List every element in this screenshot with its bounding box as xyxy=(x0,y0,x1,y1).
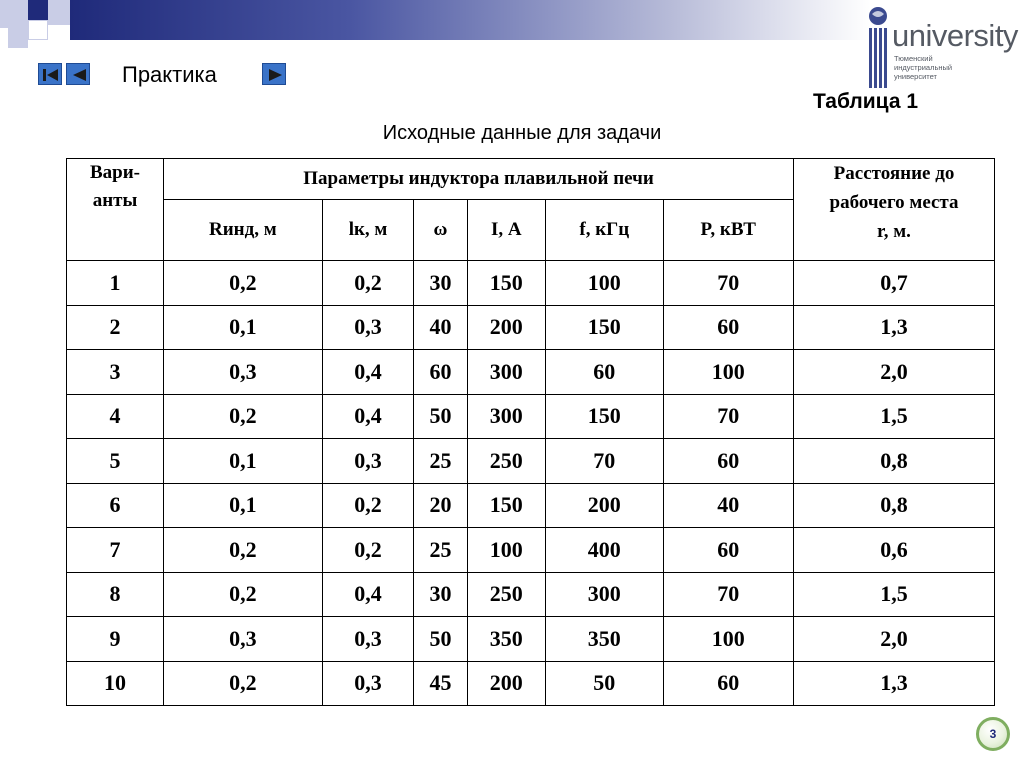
table-caption: Таблица 1 xyxy=(813,90,919,113)
table-cell: 0,3 xyxy=(322,305,414,350)
table-cell: 0,6 xyxy=(794,528,995,573)
table-cell: 100 xyxy=(663,617,793,662)
table-cell: 100 xyxy=(546,261,663,306)
table-cell: 0,2 xyxy=(322,483,414,528)
header-gradient-bar xyxy=(70,0,870,40)
table-cell: 60 xyxy=(663,661,793,706)
table-cell: 350 xyxy=(546,617,663,662)
table-cell: 25 xyxy=(414,528,467,573)
table-cell: 60 xyxy=(663,439,793,484)
table-cell: 2,0 xyxy=(794,350,995,395)
table-cell: 30 xyxy=(414,261,467,306)
next-slide-button[interactable] xyxy=(262,63,286,85)
table-cell: 150 xyxy=(467,483,546,528)
table-cell: 0,2 xyxy=(164,572,323,617)
header-l-k: lк, м xyxy=(322,200,414,261)
table-row xyxy=(67,261,995,306)
table-cell: 0,3 xyxy=(164,350,323,395)
table-cell: 0,8 xyxy=(794,483,995,528)
table-cell: 300 xyxy=(546,572,663,617)
page-number-badge: 3 xyxy=(976,717,1010,751)
table-cell: 50 xyxy=(414,617,467,662)
table-cell: 0,2 xyxy=(322,261,414,306)
skip-to-start-icon xyxy=(39,64,63,86)
table-subtitle: Исходные данные для задачи xyxy=(382,122,662,144)
table-cell: 6 xyxy=(67,483,164,528)
decor-square xyxy=(28,20,48,40)
header-omega: ω xyxy=(414,200,467,261)
table-cell: 3 xyxy=(67,350,164,395)
table-cell: 2 xyxy=(67,305,164,350)
table-cell: 300 xyxy=(467,350,546,395)
table-cell: 0,2 xyxy=(164,661,323,706)
table-cell: 0,2 xyxy=(164,528,323,573)
header-power: P, кВТ xyxy=(663,200,793,261)
header-frequency: f, кГц xyxy=(546,200,663,261)
first-slide-button[interactable] xyxy=(38,63,62,85)
table-cell: 100 xyxy=(467,528,546,573)
logo-emblem-icon xyxy=(866,4,890,92)
table-row xyxy=(67,528,995,573)
header-distance: Расстояние до рабочего места r, м. xyxy=(794,159,995,261)
table-cell: 2,0 xyxy=(794,617,995,662)
table-cell: 70 xyxy=(663,261,793,306)
table-cell: 0,3 xyxy=(322,617,414,662)
decor-square xyxy=(8,28,28,48)
table-cell: 200 xyxy=(467,661,546,706)
table-cell: 150 xyxy=(546,394,663,439)
table-cell: 200 xyxy=(467,305,546,350)
header-parameters: Параметры индуктора плавильной печи xyxy=(164,159,794,200)
previous-slide-button[interactable] xyxy=(66,63,90,85)
table-row xyxy=(67,394,995,439)
table-row xyxy=(67,350,995,395)
next-icon xyxy=(263,64,287,86)
header-current: I, А xyxy=(467,200,546,261)
table-row xyxy=(67,661,995,706)
table-cell: 0,3 xyxy=(164,617,323,662)
table-cell: 40 xyxy=(663,483,793,528)
table-cell: 0,2 xyxy=(322,528,414,573)
table-cell: 0,3 xyxy=(322,661,414,706)
decor-square xyxy=(0,0,28,28)
table-cell: 10 xyxy=(67,661,164,706)
previous-icon xyxy=(67,64,91,86)
table-cell: 0,1 xyxy=(164,483,323,528)
table-cell: 70 xyxy=(663,572,793,617)
logo-subtitle: Тюменский индустриальный университет xyxy=(894,54,953,81)
table-cell: 350 xyxy=(467,617,546,662)
table-cell: 9 xyxy=(67,617,164,662)
table-cell: 1 xyxy=(67,261,164,306)
logo-wordmark: university xyxy=(892,18,1018,53)
table-cell: 0,3 xyxy=(322,439,414,484)
university-logo xyxy=(866,4,1022,92)
table-cell: 60 xyxy=(546,350,663,395)
header-r-ind: Rинд, м xyxy=(164,200,323,261)
table-cell: 70 xyxy=(546,439,663,484)
table-cell: 1,3 xyxy=(794,305,995,350)
table-body xyxy=(67,261,995,706)
table-cell: 7 xyxy=(67,528,164,573)
table-cell: 0,7 xyxy=(794,261,995,306)
table-cell: 60 xyxy=(414,350,467,395)
table-cell: 0,2 xyxy=(164,261,323,306)
table-cell: 45 xyxy=(414,661,467,706)
table-cell: 1,5 xyxy=(794,572,995,617)
table-row xyxy=(67,439,995,484)
header-variants: Вари- анты xyxy=(67,159,164,261)
table-cell: 200 xyxy=(546,483,663,528)
table-cell: 150 xyxy=(467,261,546,306)
table-cell: 50 xyxy=(546,661,663,706)
table-cell: 8 xyxy=(67,572,164,617)
table-cell: 40 xyxy=(414,305,467,350)
table-cell: 30 xyxy=(414,572,467,617)
section-title: Практика xyxy=(122,62,217,87)
table-cell: 400 xyxy=(546,528,663,573)
table-cell: 25 xyxy=(414,439,467,484)
table-cell: 0,4 xyxy=(322,394,414,439)
table-cell: 5 xyxy=(67,439,164,484)
source-data-table xyxy=(66,158,995,706)
table-row xyxy=(67,305,995,350)
table-cell: 60 xyxy=(663,528,793,573)
table-cell: 0,4 xyxy=(322,572,414,617)
table-row xyxy=(67,617,995,662)
table-cell: 0,8 xyxy=(794,439,995,484)
table-cell: 150 xyxy=(546,305,663,350)
table-cell: 0,1 xyxy=(164,439,323,484)
table-cell: 0,4 xyxy=(322,350,414,395)
decor-square xyxy=(28,0,48,20)
table-cell: 70 xyxy=(663,394,793,439)
table-cell: 20 xyxy=(414,483,467,528)
table-cell: 50 xyxy=(414,394,467,439)
table-row xyxy=(67,483,995,528)
table-cell: 0,1 xyxy=(164,305,323,350)
table-cell: 300 xyxy=(467,394,546,439)
table-cell: 1,3 xyxy=(794,661,995,706)
table-row xyxy=(67,572,995,617)
table-cell: 1,5 xyxy=(794,394,995,439)
table-cell: 250 xyxy=(467,572,546,617)
table-cell: 60 xyxy=(663,305,793,350)
table-cell: 4 xyxy=(67,394,164,439)
table-cell: 0,2 xyxy=(164,394,323,439)
table-cell: 100 xyxy=(663,350,793,395)
table-cell: 250 xyxy=(467,439,546,484)
